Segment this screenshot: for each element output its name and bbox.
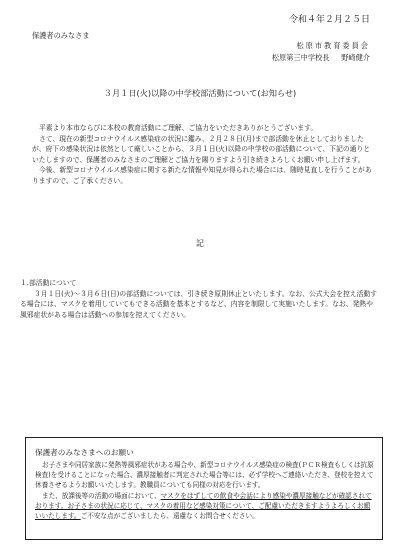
- addressee: 保護者のみなさま: [32, 31, 90, 40]
- document-title: ３月１日(火)以降の中学校部活動について(お知らせ): [103, 88, 297, 98]
- body-paragraph: さて、現在の新型コロナウイルス感染症の状況に鑑み、２月２８日(月)まで部活動を休止としておりましたが、府下の感染状況は依然として厳しいことから、３月１日(火)以降の中学校の部活動について、下記の通りといたしますので、保護者のみなさまのご理解とご協力を賜りますよう引き続きよろしくお願い申し上げます。: [32, 134, 371, 164]
- issuer-school: 松原第三中学校長: [271, 53, 330, 62]
- club-activity-section: [20, 278, 378, 320]
- body-paragraph: 平素より本市ならびに本校の教育活動にご理解、ご協力をいただきありがとうございます。: [39, 124, 318, 132]
- issuer-board: 松原市教育委員会: [296, 41, 370, 50]
- issue-date: 令和４年２月２５日: [288, 15, 370, 25]
- guardian-request-box: [25, 437, 383, 540]
- request-underlined-text: マスクをはずしての飲食や会話により感染や濃厚接触などが確認されております。お子さまの状況に応じて、マスクの着用など感染対策について、ご配慮いただきますようよろしくお願いいたします。: [35, 491, 372, 521]
- request-paragraph-2-end: ご不安な点がございましたら、遠慮なくお問合せください。: [80, 512, 259, 521]
- issuer-principal: [272, 52, 370, 63]
- ki-heading: 記: [196, 239, 204, 248]
- request-paragraph-2-start: また、放課後等の活動の場面において、: [42, 491, 161, 500]
- section-heading: １.部活動について: [20, 279, 77, 287]
- body-text: [32, 123, 372, 187]
- principal-name: 野崎健介: [341, 53, 370, 62]
- section-text: ３月１日(火)～３月６日(日)の部活動については、引き続き原則休止といたします。なお、公式大会を控え活動する場合には、マスクを着用していてもできる活動を基本とするなど、内容を制限して実施いたします。なお、発熱や風邪症状がある場合は活動への参加を控えてください。: [20, 289, 377, 319]
- request-paragraph-2: [35, 491, 374, 522]
- body-paragraph: 今後、新型コロナウイルス感染症に関する新たな情報や知見が得られた場合には、随時見直しを行うことがありますので、ご了承ください。: [32, 166, 372, 185]
- request-title: 保護者のみなさまへのお願い: [35, 448, 134, 457]
- request-paragraph-1: お子さまや同居家族に発熱等風邪症状がある場合や、新型コロナウイルス感染症の検査(ＰＣＲ検査もしくは抗原検査)を受けることになった場合、濃厚接触者に判定された場合等には、必ず学校へご連絡いただき、登校を控えて休養させるようお願いいたします。教職員についても同様の対応を行います。: [35, 461, 374, 490]
